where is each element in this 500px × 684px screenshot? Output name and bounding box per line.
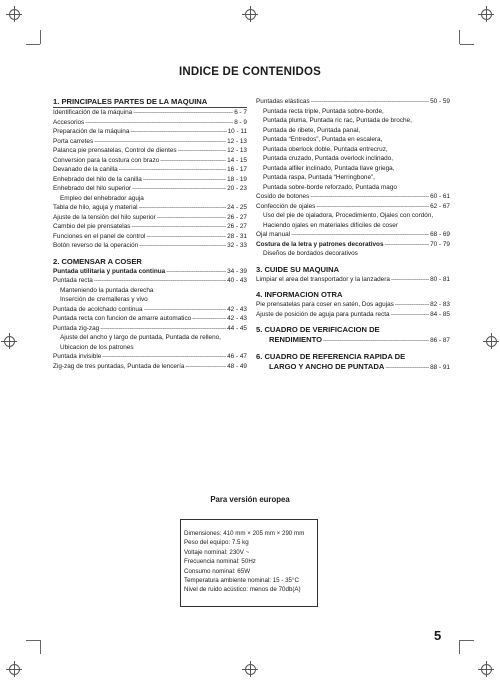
entry-label: Puntadas elásticas xyxy=(256,98,310,105)
entry-pages: 50 - 59 xyxy=(430,98,450,105)
entry-pages: 68 - 69 xyxy=(430,231,450,238)
entry-label: Cosido de botones xyxy=(256,193,310,200)
entry-label: Zig-zag de tres puntadas, Puntada de lencería xyxy=(53,362,185,370)
entry-pages: 28 - 31 xyxy=(227,232,247,240)
entry-pages: 12 - 13 xyxy=(227,137,247,145)
entry-label: Funciones en el panel de control xyxy=(53,232,146,240)
entry-pages: 18 - 19 xyxy=(227,175,247,183)
toc-entry xyxy=(53,241,247,251)
entry-pages: 12 - 13 xyxy=(227,147,247,154)
entry-pages: 88 - 91 xyxy=(430,363,450,371)
toc-subentry: Puntada alfiler inclinado, Puntada llave griega, xyxy=(263,164,395,172)
entry-label: Enhebrado del hilo de la canilla xyxy=(53,175,142,183)
entry-pages: 42 - 43 xyxy=(227,315,247,322)
section-heading: 4. INFORMACION OTRA xyxy=(256,290,343,299)
toc-subentry: Puntada sobre-borde reforzado, Puntada mago xyxy=(263,183,397,191)
crop-tick xyxy=(40,30,41,44)
toc-entry xyxy=(256,275,450,285)
toc-entry xyxy=(256,240,450,250)
toc-entry xyxy=(53,156,247,166)
spec-line: Peso del equipo: 7.5 kg xyxy=(184,539,249,547)
toc-entry xyxy=(53,267,247,277)
leader-dots xyxy=(139,241,226,251)
registration-mark-bottom-center xyxy=(242,661,258,677)
leader-dots xyxy=(133,108,233,118)
crop-tick xyxy=(459,30,460,44)
registration-mark-bottom-right xyxy=(478,661,494,677)
toc-entry xyxy=(53,175,247,185)
page-title: INDICE DE CONTENIDOS xyxy=(178,66,321,78)
leader-dots xyxy=(85,118,233,128)
toc-entry xyxy=(53,305,247,315)
spec-line: Nivel de ruido acústico: menos de 70db(A) xyxy=(184,586,301,594)
entry-pages: 60 - 61 xyxy=(430,193,450,200)
toc-entry xyxy=(53,314,247,324)
leader-dots xyxy=(139,203,227,213)
entry-pages: 14 - 15 xyxy=(227,156,247,164)
leader-dots xyxy=(316,202,429,212)
toc-entry xyxy=(256,97,450,107)
registration-mark-bottom-left xyxy=(6,661,22,677)
entry-label: Ajuste de posición de aguja para puntada recta xyxy=(256,310,390,318)
toc-entry xyxy=(256,362,450,373)
leader-dots xyxy=(323,336,429,346)
entry-label: Puntada recta xyxy=(53,277,93,284)
entry-label: Puntada recta con funcion de amarre automatico xyxy=(53,315,192,322)
toc-entry xyxy=(53,324,247,334)
toc-right-column xyxy=(256,97,450,372)
entry-label: Tabla de hilo, aguja y material xyxy=(53,204,138,211)
entry-pages: 46 - 47 xyxy=(227,353,247,360)
spec-line: Temperatura ambiente nominal: 15 - 35°C xyxy=(184,577,299,585)
entry-label: Pie prensatelas para coser en satén, Dos agujas xyxy=(256,301,394,308)
entry-label: Palanca pie prensatelas, Control de dientes xyxy=(53,147,177,154)
toc-entry xyxy=(53,137,247,147)
leader-dots xyxy=(94,137,226,147)
entry-label: Ojal manual xyxy=(256,231,291,238)
toc-entry xyxy=(256,335,450,346)
entry-pages: 86 - 87 xyxy=(430,337,450,344)
toc-left-column xyxy=(53,97,247,371)
section-heading: 2. COMENSAR A COSER xyxy=(53,256,142,266)
entry-label: Botón reverso de la operación xyxy=(53,242,139,249)
leader-dots xyxy=(100,324,226,334)
entry-pages: 44 - 45 xyxy=(227,324,247,332)
spec-box xyxy=(180,519,318,607)
entry-label: RENDIMIENTO xyxy=(269,335,323,344)
crop-tick xyxy=(460,640,474,641)
entry-label: LARGO Y ANCHO DE PUNTADA xyxy=(269,361,385,371)
leader-dots xyxy=(291,230,429,240)
registration-mark-top-center xyxy=(242,6,258,22)
toc-entry xyxy=(53,203,247,213)
entry-pages: 10 - 11 xyxy=(227,128,247,135)
leader-dots xyxy=(130,127,226,137)
registration-mark-top-right xyxy=(478,6,494,22)
entry-pages: 48 - 49 xyxy=(227,362,247,370)
leader-dots xyxy=(310,192,429,202)
entry-label: Limpiar el area del transportador y la lanzadera xyxy=(256,275,390,283)
european-version-title: Para versión europea xyxy=(210,495,290,504)
registration-mark-right-middle xyxy=(483,333,499,349)
entry-label: Accesorios xyxy=(53,118,85,126)
leader-dots xyxy=(385,240,430,250)
leader-dots xyxy=(391,310,430,320)
toc-subentry: Puntada oberlock doble, Puntada entrecruz, xyxy=(263,145,388,153)
toc-subentry: Puntada “Entredos”, Puntada en escalera, xyxy=(263,136,383,143)
leader-dots xyxy=(311,97,429,107)
toc-subentry: Manteniendo la puntada derecha xyxy=(60,286,154,294)
entry-pages: 40 - 43 xyxy=(227,277,247,284)
toc-entry xyxy=(53,352,247,362)
section-heading: 3. CUIDE SU MAQUINA xyxy=(256,264,340,274)
toc-subentry: Diseños de bordados decorativos xyxy=(263,250,358,257)
toc-entry xyxy=(256,300,450,310)
leader-dots xyxy=(94,276,226,286)
leader-dots xyxy=(391,275,429,285)
spec-line: Voltaje nominal: 230V ~ xyxy=(184,548,250,556)
leader-dots xyxy=(146,232,226,242)
leader-dots xyxy=(144,305,227,315)
leader-dots xyxy=(178,146,226,156)
toc-entry xyxy=(53,213,247,223)
crop-tick xyxy=(26,44,40,45)
section-heading: 6. CUADRO DE REFERENCIA RAPIDA DE xyxy=(256,351,406,361)
toc-subentry: Puntada cruzado, Puntada overlock inclinado, xyxy=(263,155,394,162)
section-heading: 5. CUADRO DE VERIFICACION DE xyxy=(256,325,380,334)
toc-subentry: Puntada recta triple, Puntada sobre-borde, xyxy=(263,107,384,115)
leader-dots xyxy=(102,352,226,362)
spec-line: Consumo nominal: 65W xyxy=(184,567,251,575)
toc-subentry: Ubicacion de los patrones xyxy=(60,343,134,351)
entry-label: Puntada utilitaria y puntada continua xyxy=(53,267,166,275)
leader-dots xyxy=(192,314,226,324)
spec-line: Dimensiones: 410 mm × 205 mm × 290 mm xyxy=(184,530,305,537)
leader-dots xyxy=(385,363,429,373)
leader-dots xyxy=(185,362,226,372)
toc-entry xyxy=(53,127,247,137)
toc-entry xyxy=(53,362,247,372)
entry-label: Puntada zig-zag xyxy=(53,324,100,332)
entry-label: Porta carretes xyxy=(53,137,94,145)
entry-pages: 26 - 27 xyxy=(227,213,247,221)
entry-label: Identificación de la máquina xyxy=(53,109,133,116)
entry-pages: 16 - 17 xyxy=(227,166,247,173)
entry-pages: 20 - 23 xyxy=(227,185,247,192)
toc-entry xyxy=(53,146,247,156)
leader-dots xyxy=(132,184,226,194)
toc-subentry: Puntada de ribete, Puntada panal, xyxy=(263,126,361,134)
entry-label: Enhebrado del hilo superior xyxy=(53,185,132,192)
leader-dots xyxy=(395,300,429,310)
toc-entry xyxy=(53,232,247,242)
toc-entry xyxy=(256,310,450,320)
toc-subentry: Puntada pluma, Puntada ric rac, Puntada de broche, xyxy=(263,117,412,124)
entry-label: Confección de ojales xyxy=(256,202,316,210)
entry-label: Conversion para la costura con brazo xyxy=(53,156,160,164)
leader-dots xyxy=(157,213,226,223)
entry-pages: 6 - 7 xyxy=(234,109,247,116)
entry-pages: 32 - 33 xyxy=(227,242,247,249)
toc-subentry: Puntada raspa, Puntada “Herringbone”, xyxy=(263,174,375,181)
entry-label: Puntada invisible xyxy=(53,353,102,360)
toc-entry xyxy=(53,108,247,118)
entry-pages: 42 - 43 xyxy=(227,305,247,313)
entry-label: Cambio del pie prensatelas xyxy=(53,223,131,230)
section-heading: 1. PRINCIPALES PARTES DE LA MAQUINA xyxy=(53,97,247,108)
toc-entry xyxy=(256,202,450,212)
leader-dots xyxy=(119,165,226,175)
toc-entry xyxy=(53,276,247,286)
entry-pages: 80 - 81 xyxy=(430,275,450,283)
toc-entry xyxy=(53,165,247,175)
spec-line: Frecuencia nominal: 50Hz xyxy=(184,558,256,566)
crop-tick xyxy=(26,640,40,641)
toc-subentry: Haciendo ojales en materiales difíciles de coser xyxy=(263,221,398,229)
registration-mark-top-left xyxy=(6,6,22,22)
entry-label: Puntada de acolchado continua xyxy=(53,305,143,313)
toc-subentry: Uso del pie de ojaladora, Procedimiento, Ojales con cordón, xyxy=(263,212,434,219)
page-number: 5 xyxy=(434,628,442,643)
crop-tick xyxy=(460,44,474,45)
entry-pages: 24 - 25 xyxy=(227,204,247,211)
crop-tick xyxy=(40,640,41,654)
leader-dots xyxy=(143,175,226,185)
entry-pages: 70 - 79 xyxy=(430,240,450,248)
entry-pages: 34 - 39 xyxy=(227,267,247,275)
entry-label: Devanado de la canilla xyxy=(53,166,118,173)
entry-label: Ajuste de la tensión del hilo superior xyxy=(53,213,156,221)
crop-tick xyxy=(459,640,460,654)
entry-label: Costura de la letra y patrones decorativos xyxy=(256,240,384,248)
toc-subentry: Inserción de cremalleras y vivo xyxy=(60,296,148,303)
toc-entry xyxy=(53,118,247,128)
entry-pages: 26 - 27 xyxy=(227,223,247,230)
toc-entry xyxy=(53,222,247,232)
leader-dots xyxy=(131,222,226,232)
entry-pages: 8 - 9 xyxy=(234,118,247,126)
toc-subentry: Empleo del enhebrador aguja xyxy=(60,194,144,202)
entry-pages: 62 - 67 xyxy=(430,202,450,210)
entry-label: Preparación de la máquina xyxy=(53,128,130,135)
registration-mark-left-middle xyxy=(1,333,17,349)
leader-dots xyxy=(166,267,226,277)
toc-entry xyxy=(256,192,450,202)
leader-dots xyxy=(160,156,226,166)
toc-subentry: Ajuste del ancho y largo de puntada, Puntada de relleno, xyxy=(60,334,221,341)
toc-entry xyxy=(53,184,247,194)
toc-entry xyxy=(256,230,450,240)
entry-pages: 84 - 85 xyxy=(430,310,450,318)
entry-pages: 82 - 83 xyxy=(430,301,450,308)
